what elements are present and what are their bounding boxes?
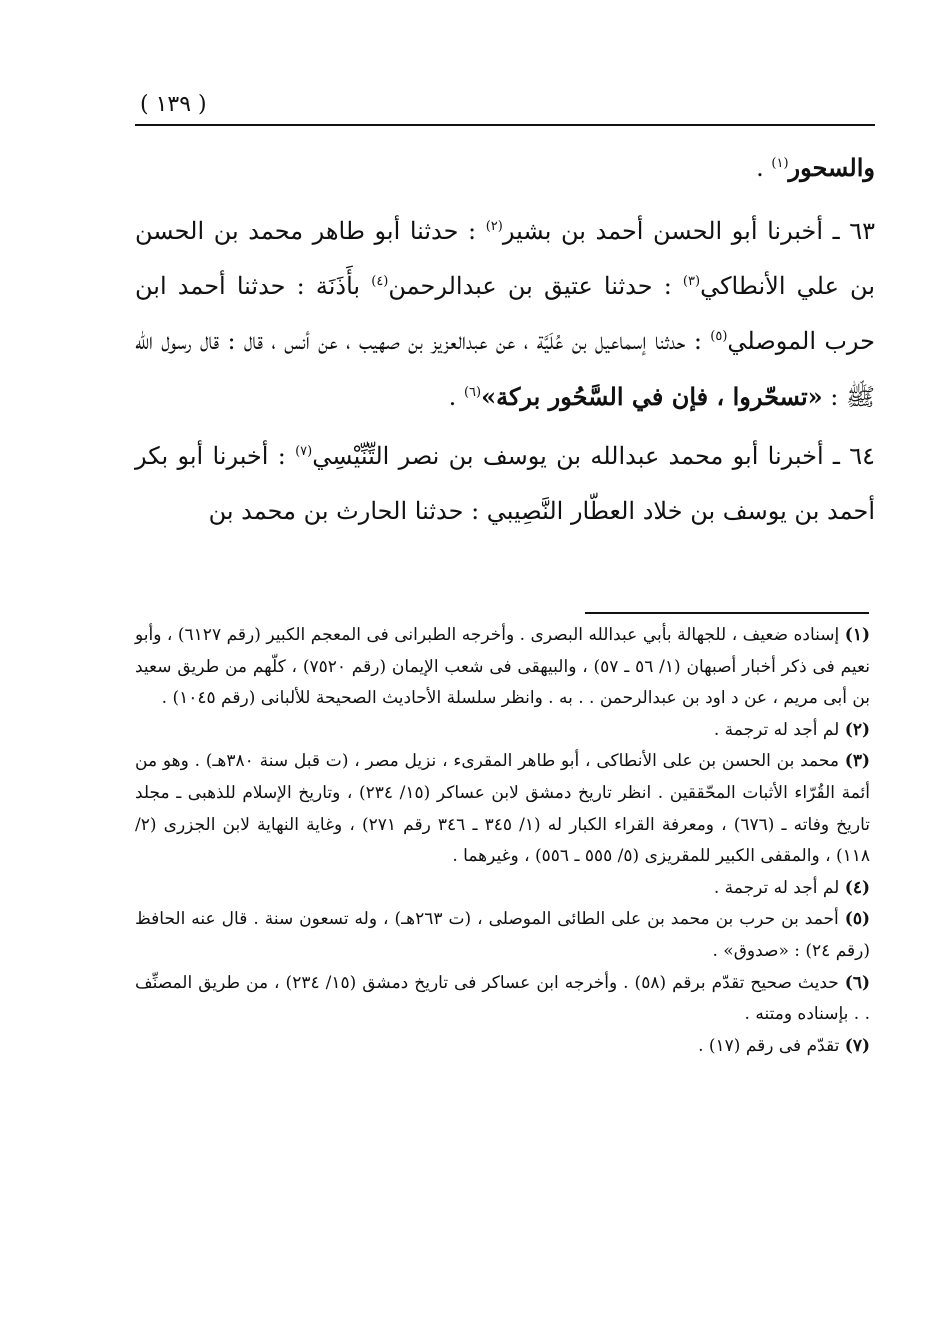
footnote-text: لم أجد له ترجمة . — [713, 719, 840, 740]
main-text — [135, 140, 875, 539]
hadith-text: . — [448, 383, 464, 411]
footnote-number: (٢) — [844, 719, 870, 740]
footnote-number: (٦) — [844, 972, 871, 993]
footnote-marker: (٤) — [371, 274, 389, 289]
footnote-6 — [135, 968, 870, 1031]
footnote-5 — [135, 904, 870, 967]
footnote-marker: (٧) — [295, 444, 313, 459]
hadith-64 — [135, 429, 875, 539]
footnote-text: إسناده ضعيف ، للجهالة بأبي عبدالله البصرى . وأخرجه الطبرانى فى المعجم الكبير (رقم ٦١٢٧) ، وأبو نعيم فى ذكر أخبار أصبهان (١/ ٥٦ ـ ٥٧) ، والبيهقى فى شعب الإيمان (رقم ٧٥٢٠) ، كلّهم من طريق سعيد بن أبى مريم ، عن د اود بن عبدالرحمن . . به . وانظر سلسلة الأحاديث الصحيحة للألبانى (رقم ١٠٤٥) . — [135, 625, 870, 709]
footnote-4 — [135, 873, 870, 905]
footnote-marker: (٥) — [710, 329, 728, 344]
footnote-number: (١) — [844, 625, 871, 645]
footnote-separator — [585, 612, 869, 614]
footnote-7 — [135, 1031, 870, 1063]
footnote-text: حديث صحيح تقدّم برقم (٥٨) . وأخرجه ابن عساكر فى تاريخ دمشق (١٥/ ٢٣٤) ، من طريق المصنِّف . . بإسناده ومتنه . — [135, 972, 870, 1025]
footnote-number: (٥) — [844, 909, 871, 930]
footnote-text: محمد بن الحسن بن على الأنطاكى ، أبو طاهر المقرىء ، نزيل مصر ، (ت قبل سنة ٣٨٠هـ) . وهو من أئمة القُرّاء الأثبات المحّققين . انظر تاريخ دمشق لابن عساكر (١٥/ ٢٣٤) ، وتاريخ الإسلام للذهبى ـ مجلد تاريخ وفاته ـ (٦٧٦) ، ومعرفة القراء الكبار له (١/ ٣٤٥ ـ ٣٤٦ رقم ٢٧١) ، وغاية النهاية لابن الجزرى (٢/ ١١٨) ، والمقفى الكبير للمقريزى (٥/ ٥٥٥ ـ ٥٥٦) ، وغيرهما . — [135, 751, 871, 867]
footnote-text: لم أجد له ترجمة . — [713, 877, 840, 898]
footnote-number: (٧) — [844, 1035, 870, 1056]
footnote-1 — [135, 620, 870, 715]
hadith-text: : أخبرنا أبو بكر أحمد بن يوسف بن خلاد العطّار النَّصِيبي : حدثنا الحارث بن محمد بن — [135, 442, 875, 525]
hadith-text: : حدثنا عتيق بن عبدالرحمن — [388, 272, 683, 300]
hadith-text: ٦٤ ـ أخبرنا أبو محمد عبدالله بن يوسف بن نصر التِّنِّيْسِي — [312, 442, 875, 470]
page-number: ( ١٣٩ ) — [140, 92, 207, 117]
footnote-number: (٤) — [844, 877, 870, 898]
footnote-marker: (٦) — [463, 385, 482, 400]
hadith-text: : حدثنا إسماعيل بن عُلَيَّة ، عن عبدالعزيز بن صهيب ، عن أنس ، قال : قال رسول الله ﷺ : — [135, 327, 875, 411]
footnote-text: أحمد بن حرب بن محمد بن على الطائى الموصلى ، (ت ٢٦٣هـ) ، وله تسعون سنة . قال عنه الحافظ (رقم ٢٤) : «صدوق» . — [135, 909, 870, 961]
header-rule — [135, 124, 875, 126]
hadith-quote: «تسحّروا ، فإن في السَّحُور بركة» — [481, 382, 823, 411]
hadith-text: : حدثنا أبو طاهر محمد بن الحسن بن علي الأنطاكي — [135, 217, 876, 300]
hadith-63 — [135, 204, 875, 425]
footnote-marker: (٣) — [682, 274, 701, 289]
footnote-number: (٣) — [844, 751, 871, 772]
continuation-line — [135, 140, 875, 196]
hadith-text: بأَذَنَة : حدثنا أحمد ابن حرب الموصلي — [135, 272, 876, 355]
footnote-marker: (١) — [771, 156, 789, 171]
opening-tail: . — [756, 154, 772, 182]
footnote-3 — [135, 746, 870, 872]
footnotes — [135, 620, 870, 1062]
footnote-2 — [135, 715, 870, 747]
footnote-text: تقدّم فى رقم (١٧) . — [698, 1035, 840, 1056]
opening-word: والسحور — [788, 153, 875, 182]
hadith-text: ٦٣ ـ أخبرنا أبو الحسن أحمد بن بشير — [502, 217, 875, 245]
footnote-marker: (٢) — [485, 219, 503, 234]
